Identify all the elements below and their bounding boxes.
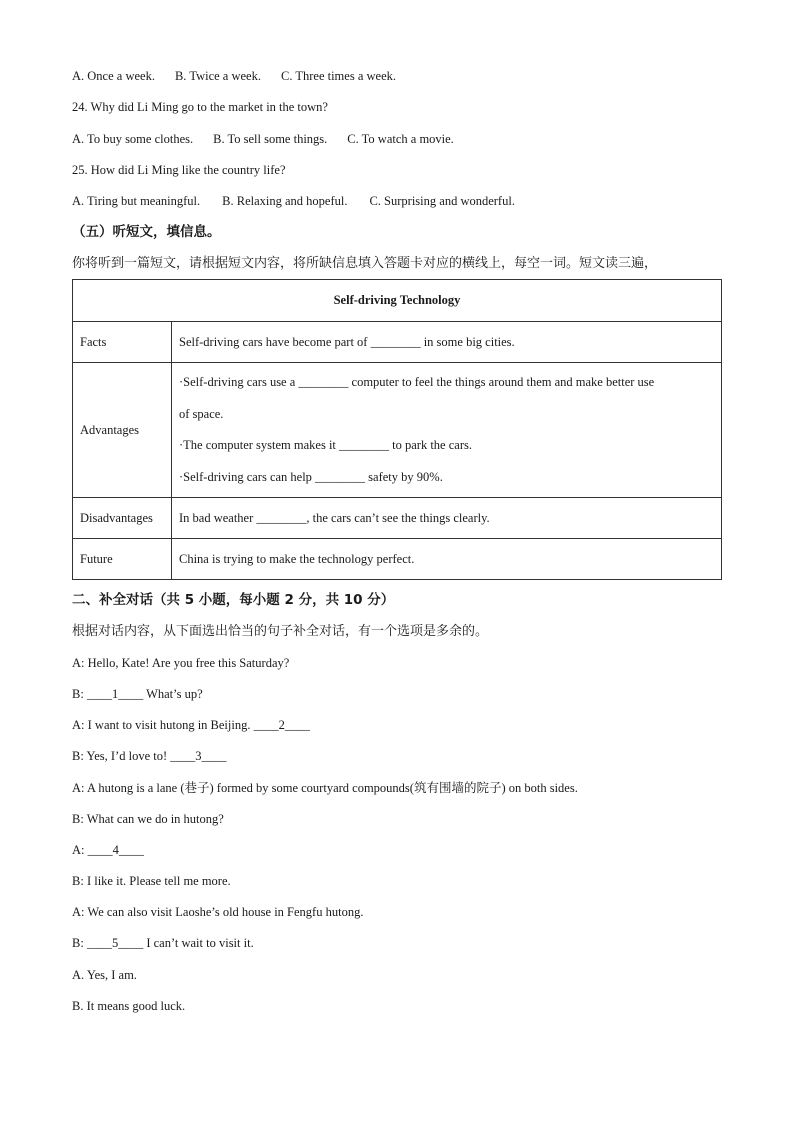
blank-1[interactable]: ____1____: [86, 687, 144, 701]
part2-heading: 二、补全对话（共 5 小题，每小题 2 分，共 10 分）: [72, 592, 395, 608]
q25-options: [72, 193, 515, 209]
dialogue-line: [72, 655, 289, 671]
dialogue-text: I like it. Please tell me more.: [86, 874, 231, 888]
speaker: A:: [72, 781, 85, 795]
advantage-line: of space.: [179, 406, 224, 421]
dialogue-text: I want to visit hutong in Beijing.: [87, 718, 254, 732]
q25-option-c: C. Surprising and wonderful.: [369, 194, 515, 208]
speaker: B:: [72, 936, 84, 950]
dialogue-line: [72, 748, 227, 764]
blank-2[interactable]: ____2____: [253, 718, 310, 732]
q24-option-b: B. To sell some things.: [213, 132, 328, 146]
q23-option-c: C. Three times a week.: [280, 69, 396, 83]
dialogue-line: [72, 935, 254, 951]
speaker: B:: [72, 749, 84, 763]
q24-option-c: C. To watch a movie.: [347, 132, 454, 146]
dialogue-line: [72, 873, 231, 889]
table-title: Self-driving Technology: [73, 280, 722, 322]
speaker: A:: [72, 843, 85, 857]
speaker: A:: [72, 718, 85, 732]
advantage-line: ·The computer system makes it ________ to park the cars.: [179, 438, 472, 452]
q24-option-a: A. To buy some clothes.: [72, 132, 194, 146]
dialogue-line: [72, 780, 578, 796]
blank-5[interactable]: ____5____: [86, 936, 144, 950]
row-content: China is trying to make the technology perfect.: [172, 539, 722, 580]
table-row-disadvantages: [73, 498, 722, 539]
speaker: B:: [72, 687, 84, 701]
table-row-advantages: [73, 363, 722, 498]
advantage-line: ·Self-driving cars use a ________ computer to feel the things around them and make better use: [179, 375, 655, 389]
dialogue-line: [72, 842, 144, 858]
q24-question: 24. Why did Li Ming go to the market in the town?: [72, 100, 328, 114]
dialogue-line: [72, 904, 363, 920]
choice-a: A. Yes, I am.: [72, 968, 137, 982]
part2-instruction: 根据对话内容，从下面选出恰当的句子补全对话，有一个选项是多余的。: [72, 624, 489, 639]
speaker: B:: [72, 874, 84, 888]
q25-option-b: B. Relaxing and hopeful.: [222, 194, 348, 208]
dialogue-line: [72, 811, 224, 827]
speaker: B:: [72, 812, 84, 826]
dialogue-text: A hutong is a lane (巷子) formed by some courtyard compounds(筑有围墙的院子) on both sides.: [86, 781, 578, 795]
table-row-facts: [73, 322, 722, 363]
q25-option-a: A. Tiring but meaningful.: [72, 194, 201, 208]
dialogue-line: [72, 717, 310, 733]
choice-b: B. It means good luck.: [72, 999, 186, 1013]
speaker: A:: [72, 905, 85, 919]
dialogue-text: Yes, I’d love to!: [86, 749, 171, 763]
q23-options: [72, 68, 396, 84]
section5-heading: （五）听短文，填信息。: [72, 224, 221, 240]
info-table: [72, 279, 722, 580]
row-label: Disadvantages: [73, 498, 172, 539]
q23-option-a: A. Once a week.: [72, 69, 155, 83]
blank-4[interactable]: ____4____: [87, 843, 144, 857]
dialogue-text: What’s up?: [143, 687, 203, 701]
q25-question: 25. How did Li Ming like the country life?: [72, 163, 286, 177]
q23-option-b: B. Twice a week.: [174, 69, 261, 83]
table-row-future: [73, 539, 722, 580]
speaker: A:: [72, 656, 85, 670]
row-label: Advantages: [73, 363, 172, 498]
row-content: [172, 363, 722, 498]
section5-instruction: 你将听到一篇短文，请根据短文内容，将所缺信息填入答题卡对应的横线上，每空一词。短文读三遍，: [72, 256, 658, 271]
row-content: In bad weather ________, the cars can’t see the things clearly.: [172, 498, 722, 539]
row-label: Facts: [73, 322, 172, 363]
dialogue-text: Hello, Kate! Are you free this Saturday?: [87, 656, 290, 670]
dialogue-text: We can also visit Laoshe’s old house in Fengfu hutong.: [87, 905, 364, 919]
dialogue-text: What can we do in hutong?: [86, 812, 224, 826]
advantage-line: ·Self-driving cars can help ________ safety by 90%.: [179, 469, 443, 484]
row-content: Self-driving cars have become part of ________ in some big cities.: [172, 322, 722, 363]
blank-3[interactable]: ____3____: [170, 749, 227, 763]
row-label: Future: [73, 539, 172, 580]
dialogue-text: I can’t wait to visit it.: [143, 936, 254, 950]
dialogue-line: [72, 686, 203, 702]
q24-options: [72, 131, 454, 147]
